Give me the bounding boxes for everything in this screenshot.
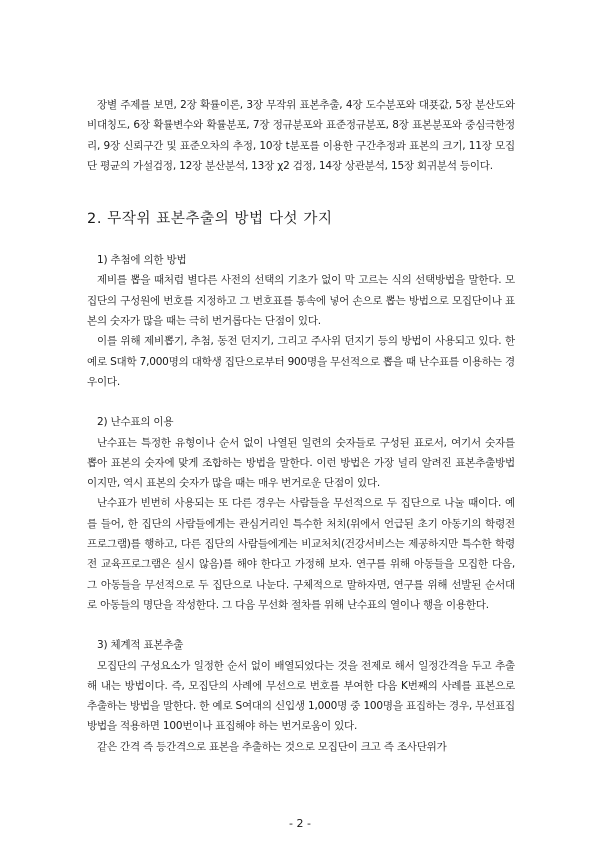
subsection-1-paragraph-2: 이를 위해 제비뽑기, 추첨, 동전 던지기, 그리고 주사위 던지기 등의 방법이 사용되고 있다. 한 예로 S대학 7,000명의 대학생 집단으로부터 900명을 무선적으로 뽑을 때 난수표를 이용하는 경우이다. (87, 335, 515, 388)
subsection-2-heading: 2) 난수표의 이용 (97, 416, 174, 429)
subsection-3-heading: 3) 체계적 표본추출 (97, 639, 184, 652)
page-number: - 2 - (289, 817, 311, 830)
subsection-3-paragraph-2: 같은 간격 즉 등간격으로 표본을 추출하는 것으로 모집단이 크고 즉 조사단위가 (97, 740, 447, 753)
subsection-3-paragraph-1: 모집단의 구성요소가 일정한 순서 없이 배열되었다는 것을 전제로 해서 일정간격을 두고 추출해 내는 방법이다. 즉, 모집단의 사례에 무선으로 번호를 부여한 다음 K번째의 사례를 표본으로 추출하는 방법을 말한다. 한 예로 S여대의 신입생 1,000명 중 100명을 표집하는 경우, 무선표집방법을 적용하면 100번이나 표집해야 하는 번거로움이 있다. (87, 659, 515, 733)
subsection-1-paragraph-1: 제비를 뽑을 때처럼 별다른 사전의 선택의 기초가 없이 막 고르는 식의 선택방법을 말한다. 모집단의 구성원에 번호를 지정하고 그 번호표를 통속에 넣어 손으로 뽑는 방법으로 모집단이나 표본의 숫자가 많을 때는 극히 번거롭다는 단점이 있다. (87, 274, 515, 328)
page-body (87, 95, 515, 757)
intro-paragraph: 장별 주제를 보면, 2장 확률이론, 3장 무작위 표본추출, 4장 도수분포와 대푯값, 5장 분산도와 비대칭도, 6장 확률변수와 확률분포, 7장 정규분포와 표준정규분포, 8장 표본분포와 중심극한정리, 9장 신뢰구간 및 표준오차의 추정, 10장 t분포를 이용한 구간추정과 표본의 크기, 11장 모집단 평균의 가설검정, 12장 분산분석, 13장 χ2 검정, 14장 상관분석, 15장 회귀분석 등이다. (87, 99, 515, 172)
subsection-1-heading: 1) 추첨에 의한 방법 (97, 254, 187, 267)
section-title: 2. 무작위 표본추출의 방법 다섯 가지 (87, 211, 333, 228)
subsection-2-paragraph-1: 난수표는 특정한 유형이나 순서 없이 나열된 일련의 숫자들로 구성된 표로서, 여기서 숫자를 뽑아 표본의 숫자에 맞게 조합하는 방법을 말한다. 이런 방법은 가장 널리 알려진 표본추출방법이지만, 역시 표본의 숫자가 많을 때는 매우 번거로운 단점이 있다. (87, 436, 515, 490)
subsection-2-paragraph-2: 난수표가 빈번히 사용되는 또 다른 경우는 사람들을 무선적으로 두 집단으로 나눌 때이다. 예를 들어, 한 집단의 사람들에게는 관심거리인 특수한 처치(위에서 언급된 초기 아동기의 학령전 프로그램)를 행하고, 다른 집단의 사람들에게는 비교처치(건강서비스는 제공하지만 특수한 학령전 교육프로그램은 실시 않음)를 해야 한다고 가정해 보자. 연구를 위해 아동들을 모집한 다음, 그 아동들을 무선적으로 두 집단으로 나눈다. 구체적으로 말하자면, 연구를 위해 선발된 순서대로 아동들의 명단을 작성한다. 그 다음 무선화 절차를 위해 난수표의 열이나 행을 이용한다. (87, 497, 515, 611)
